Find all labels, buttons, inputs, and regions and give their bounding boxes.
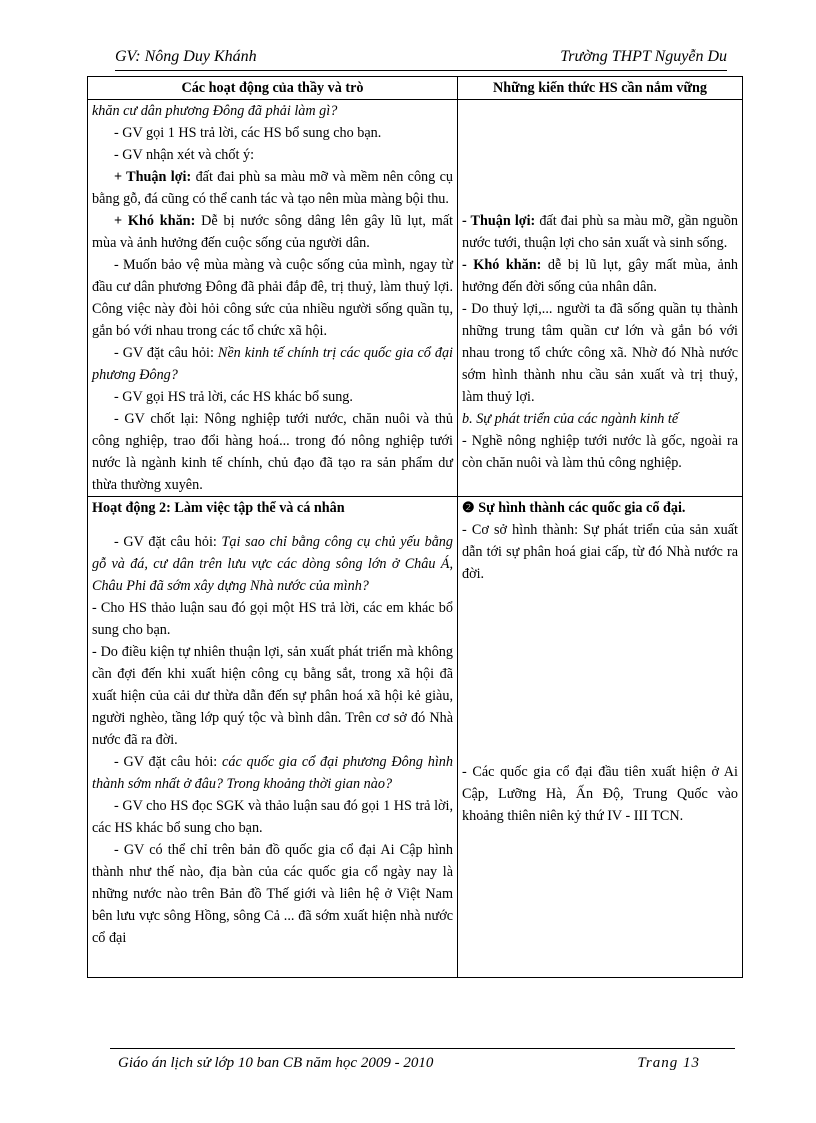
bold-label: - Khó khăn:: [462, 257, 542, 273]
text-span: dễ bị lũ lụt, gây mất mùa, ảnh hưởng đến đời sống của nhân dân.: [462, 257, 739, 295]
question-text: Nền kinh tế chính trị các quốc gia cổ đại phương Đông?: [92, 345, 453, 383]
text-span: - GV đặt câu hỏi:: [114, 345, 218, 361]
table-header-row: [88, 77, 743, 100]
text-line: khăn cư dân phương Đông đã phải làm gì?: [92, 103, 338, 119]
section-heading: ❷ Sự hình thành các quốc gia cổ đại.: [462, 500, 686, 516]
text-line: [92, 166, 453, 210]
text-line: - Do thuỷ lợi,... người ta đã sống quần tụ thành những trung tâm quần cư lớn và gắn bó với nhau trong tổ chức công xã. Nhờ đó Nhà nước sớm hình thành nhu cầu sản xuất và trị thuỷ, làm thuỷ lợi.: [462, 301, 738, 405]
table-row: [88, 497, 743, 978]
col-header-activities: Các hoạt động của thầy và trò: [88, 77, 458, 100]
text-line: - GV gọi HS trả lời, các HS khác bổ sung.: [114, 389, 353, 405]
lesson-table: [87, 76, 743, 978]
text-span: đất đai phù sa màu mỡ, gần nguồn nước tưới, thuận lợi cho sản xuất và sinh sống.: [462, 213, 738, 251]
text-span: - GV đặt câu hỏi:: [114, 754, 223, 770]
activity-heading: Hoạt động 2: Làm việc tập thể và cá nhân: [92, 500, 345, 516]
text-line: - GV có thể chỉ trên bản đồ quốc gia cổ đại Ai Cập hình thành như thế nào, địa bàn của các quốc gia cổ ngày nay là những nước nào trên Bản đồ Thế giới và liên hệ ở Việt Nam bên lưu vực sông Hồng, sông Cả ... đã sớm xuất hiện nhà nước cổ đại: [92, 842, 453, 946]
text-line: - GV gọi 1 HS trả lời, các HS bổ sung cho bạn.: [114, 125, 382, 141]
bold-label: + Khó khăn:: [114, 213, 196, 229]
text-line: - GV chốt lại: Nông nghiệp tưới nước, chăn nuôi và thủ công nghiệp, trao đổi hàng hoá... trong đó nông nghiệp tưới nước là ngành kinh tế chính, chủ đạo đã tạo ra sản phẩm dư thừa thường xuyên.: [92, 411, 453, 493]
text-line: - GV cho HS đọc SGK và thảo luận sau đó gọi 1 HS trả lời, các HS khác bổ sung cho bạn.: [92, 798, 453, 836]
text-line: - Cơ sở hình thành: Sự phát triển của sản xuất dẫn tới sự phân hoá giai cấp, từ đó Nhà nước ra đời.: [462, 522, 738, 582]
knowledge-cell: [458, 100, 743, 497]
text-line: [462, 254, 738, 298]
text-span: Dễ bị nước sông dâng lên gây lũ lụt, mất mùa và ảnh hưởng đến cuộc sống của người dân.: [92, 213, 453, 251]
text-line: - Nghề nông nghiệp tưới nước là gốc, ngoài ra còn chăn nuôi và làm thủ công nghiệp.: [462, 433, 738, 471]
text-line: [462, 210, 738, 254]
text-line: - Cho HS thảo luận sau đó gọi một HS trả lời, các em khác bổ sung cho bạn.: [92, 600, 453, 638]
text-line: - GV nhận xét và chốt ý:: [114, 147, 255, 163]
knowledge-cell: [458, 497, 743, 978]
page-footer: [110, 1048, 735, 1075]
text-line: - Muốn bảo vệ mùa màng và cuộc sống của mình, ngay từ đầu cư dân phương Đông đã phải đắp đê, trị thuỷ, làm thuỷ lợi. Công việc này đòi hỏi công sức của nhiều người sống quần tụ, gắn bó với nhau trong các tổ chức xã hội.: [92, 257, 453, 339]
footer-title: Giáo án lịch sử lớp 10 ban CB năm học 2009 - 2010: [118, 1055, 434, 1071]
activities-cell: [88, 100, 458, 497]
question-text: Tại sao chỉ bằng công cụ chủ yếu bằng gỗ và đá, cư dân trên lưu vực các dòng sông lớn ở Châu Á, Châu Phi đã sớm xây dựng Nhà nước của mình?: [92, 534, 453, 594]
table-row: [88, 100, 743, 497]
text-line: [92, 751, 453, 795]
school-name: Trường THPT Nguyễn Du: [560, 48, 727, 65]
activities-cell: [88, 497, 458, 978]
page-number: Trang 13: [637, 1055, 700, 1071]
section-heading: b. Sự phát triển của các ngành kinh tế: [462, 411, 679, 427]
col-header-knowledge: Những kiến thức HS cần nắm vững: [458, 77, 743, 100]
text-line: [92, 531, 453, 597]
text-line: [92, 210, 453, 254]
bold-label: + Thuận lợi:: [114, 169, 192, 185]
page-header: [115, 48, 727, 71]
text-line: - Do điều kiện tự nhiên thuận lợi, sản xuất phát triển mà không cần đợi đến khi xuất hiện công cụ bằng sắt, trong xã hội đã xuất hiện của cải dư thừa dẫn đến sự phân hoá xã hội kẻ giàu, người nghèo, tầng lớp quý tộc và bình dân. Trên cơ sở đó Nhà nước đã ra đời.: [92, 644, 453, 748]
bold-label: - Thuận lợi:: [462, 213, 536, 229]
question-text: các quốc gia cổ đại phương Đông hình thành sớm nhất ở đâu? Trong khoảng thời gian nào?: [92, 754, 453, 792]
text-span: đất đai phù sa màu mỡ và mềm nên công cụ bằng gỗ, đá cũng có thể canh tác và tạo nên mùa màng bội thu.: [92, 169, 453, 207]
text-span: - GV đặt câu hỏi:: [114, 534, 222, 550]
text-line: - Các quốc gia cổ đại đầu tiên xuất hiện ở Ai Cập, Lưỡng Hà, Ấn Độ, Trung Quốc vào khoảng thiên niên kỷ thứ IV - III TCN.: [462, 764, 738, 824]
text-line: [92, 342, 453, 386]
teacher-name: GV: Nông Duy Khánh: [115, 48, 257, 65]
